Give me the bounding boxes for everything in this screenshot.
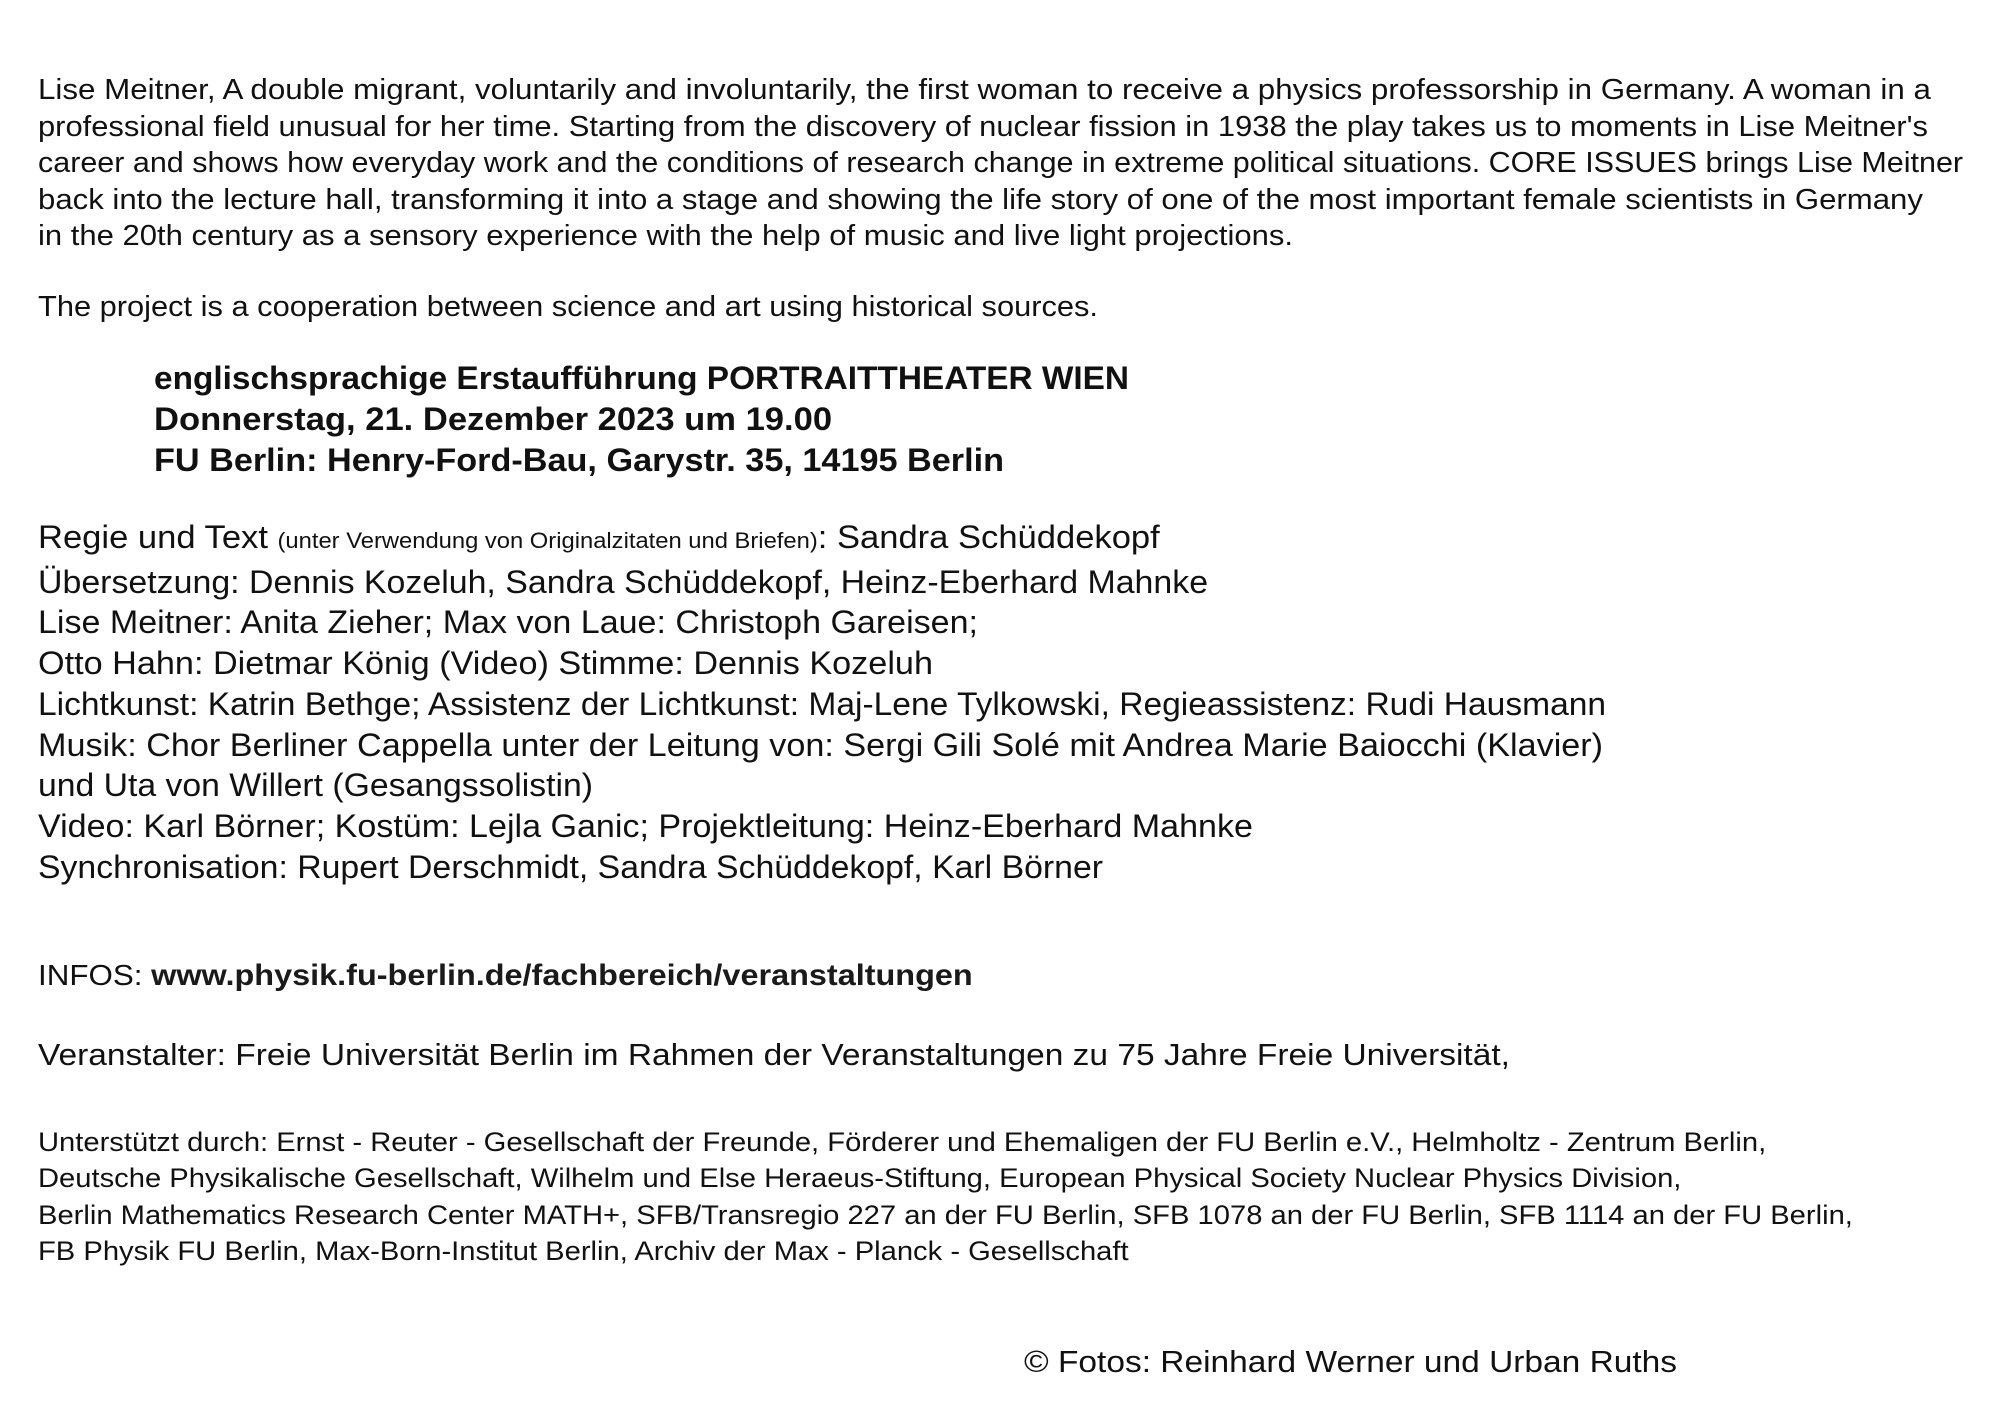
intro-line: back into the lecture hall, transforming it into a stage and showing the life story of one of the most important female scientists in Germany [38,183,1923,216]
photo-credit-text: © Fotos: Reinhard Werner und Urban Ruths [1024,1344,1678,1379]
intro-line: Lise Meitner, A double migrant, voluntarily and involuntarily, the first woman to receive a physics professorship in Germany. A woman in a [38,74,1931,106]
sponsor-line: Berlin Mathematics Research Center MATH+, SFB/Transregio 227 an der FU Berlin, SFB 1078 an der FU Berlin, SFB 1114 an der FU Berlin, [38,1199,1853,1230]
credit-direction-label: Regie und Text [38,519,268,555]
intro-paragraph [38,72,1964,255]
infos-url-link[interactable]: www.physik.fu-berlin.de/fachbereich/veranstaltungen [151,959,973,992]
credit-direction-note: (unter Verwendung von Originalzitaten und Briefen) [277,528,818,553]
infos-text [38,958,973,994]
credit-line: Video: Karl Börner; Kostüm: Lejla Ganic; Projektleitung: Heinz-Eberhard Mahnke [38,807,1253,844]
intro-line: career and shows how everyday work and the conditions of research change in extreme political situations. CORE ISSUES brings Lise Meitner [38,147,1964,179]
event-venue: FU Berlin: Henry-Ford-Bau, Garystr. 35, 14195 Berlin [154,442,1005,478]
intro-line: in the 20th century as a sensory experience with the help of music and live light projections. [38,220,1293,252]
sponsor-line: FB Physik FU Berlin, Max-Born-Institut Berlin, Archiv der Max - Planck - Gesellschaft [38,1236,1129,1267]
intro-line: professional field unusual for her time. Starting from the discovery of nuclear fission in 1938 the play takes us to moments in Lise Meitner's [38,110,1928,143]
credit-line: Lise Meitner: Anita Zieher; Max von Laue: Christoph Gareisen; [38,604,978,641]
photo-credit [1024,1343,1678,1381]
event-date: Donnerstag, 21. Dezember 2023 um 19.00 [154,401,833,437]
credit-direction-value: : Sandra Schüddekopf [817,519,1160,555]
credit-line: und Uta von Willert (Gesangssolistin) [38,767,594,804]
credit-line: Musik: Chor Berliner Cappella unter der Leitung von: Sergi Gili Solé mit Andrea Marie Baiocchi (Klavier) [38,726,1604,763]
sponsors-list [38,1124,1853,1270]
event-title: englischsprachige Erstaufführung PORTRAITTHEATER WIEN [154,360,1130,396]
credit-line: Otto Hahn: Dietmar König (Video) Stimme: Dennis Kozeluh [38,645,933,682]
project-note [38,289,1098,326]
infos-label: INFOS: [38,960,152,992]
organizer-line [38,1036,1510,1074]
credit-line: Lichtkunst: Katrin Bethge; Assistenz der Lichtkunst: Maj-Lene Tylkowski, Regieassistenz: Rudi Hausmann [38,685,1607,722]
credit-direction [38,517,1160,562]
organizer-text: Veranstalter: Freie Universität Berlin im Rahmen der Veranstaltungen zu 75 Jahre Freie Universität, [38,1037,1510,1072]
project-note-text: The project is a cooperation between science and art using historical sources. [38,291,1098,323]
credits-list [38,517,1607,887]
infos-line [38,958,973,994]
sponsor-line: Deutsche Physikalische Gesellschaft, Wilhelm und Else Heraeus-Stiftung, European Physical Society Nuclear Physics Division, [38,1163,1682,1194]
credit-line: Synchronisation: Rupert Derschmidt, Sandra Schüddekopf, Karl Börner [38,848,1103,885]
event-details [154,358,1130,481]
credit-line: Übersetzung: Dennis Kozeluh, Sandra Schüddekopf, Heinz-Eberhard Mahnke [38,563,1209,600]
sponsor-line: Unterstützt durch: Ernst - Reuter - Gesellschaft der Freunde, Förderer und Ehemaligen der FU Berlin e.V., Helmholtz - Zentrum Berlin, [38,1127,1767,1157]
